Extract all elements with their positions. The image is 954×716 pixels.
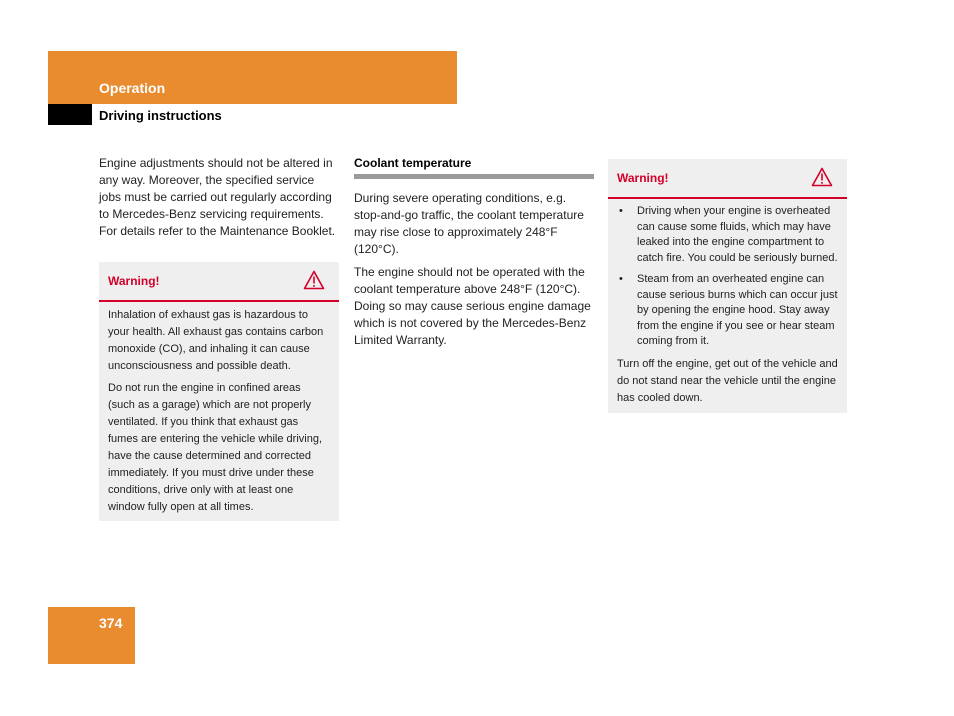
section-title: Operation (99, 80, 166, 96)
warning-label: Warning! (617, 171, 669, 185)
subsection-title: Driving instructions (99, 108, 222, 123)
warning-body (99, 302, 339, 521)
page-number: 374 (99, 615, 123, 631)
coolant-paragraph: The engine should not be operated with the coolant temperature above 248°F (120°C). Doing so may cause serious engine damage which is not covered by the Mercedes-Benz Limited Warranty. (354, 265, 591, 347)
bullet-icon: • (619, 205, 623, 217)
warning-paragraph: Do not run the engine in confined areas (such as a garage) which are not properly ventilated. If you think that exhaust gas fumes are entering the vehicle while driving, have the cause determined and corrected immediately. If you must drive under these conditions, drive only with at least one window fully open at all times. (108, 382, 323, 513)
warning-body (608, 199, 847, 413)
warning-closing: Turn off the engine, get out of the vehicle and do not stand near the vehicle until the engine has cooled down. (617, 357, 838, 404)
warning-label: Warning! (108, 274, 160, 288)
heading-rule (354, 174, 594, 179)
warning-header (608, 159, 847, 199)
intro-paragraph: Engine adjustments should not be altered in any way. Moreover, the specified service jobs must be carried out regularly according to Mercedes-Benz servicing requirements. For details refer to the Maintenance Booklet. (99, 156, 336, 238)
warning-header (99, 262, 339, 302)
list-item (617, 272, 838, 350)
list-item (617, 204, 838, 266)
column-3 (608, 159, 847, 413)
overheat-warning-box (608, 159, 847, 413)
bullet-icon: • (619, 273, 623, 285)
column-1 (99, 155, 339, 521)
warning-triangle-icon (811, 167, 833, 187)
column-2 (354, 155, 594, 349)
coolant-paragraph: During severe operating conditions, e.g. stop-and-go traffic, the coolant temperature may rise close to approximately 248°F (120°C). (354, 191, 584, 256)
warning-bullet-list (617, 204, 838, 350)
bullet-text: Driving when your engine is overheated can cause some fluids, which may have leaked into the engine compartment to catch fire. You could be seriously burned. (637, 205, 838, 264)
exhaust-warning-box (99, 262, 339, 521)
header-orange-bar (48, 51, 457, 104)
warning-triangle-icon (303, 270, 325, 290)
header-black-tab (48, 104, 92, 125)
bullet-text: Steam from an overheated engine can cause serious burns which can occur just by opening the engine hood. Stay away from the engine if you see or hear steam coming from it. (637, 273, 838, 347)
coolant-heading: Coolant temperature (354, 156, 472, 170)
warning-paragraph: Inhalation of exhaust gas is hazardous to your health. All exhaust gas contains carbon monoxide (CO), and inhaling it can cause unconsciousness and possible death. (108, 309, 324, 372)
